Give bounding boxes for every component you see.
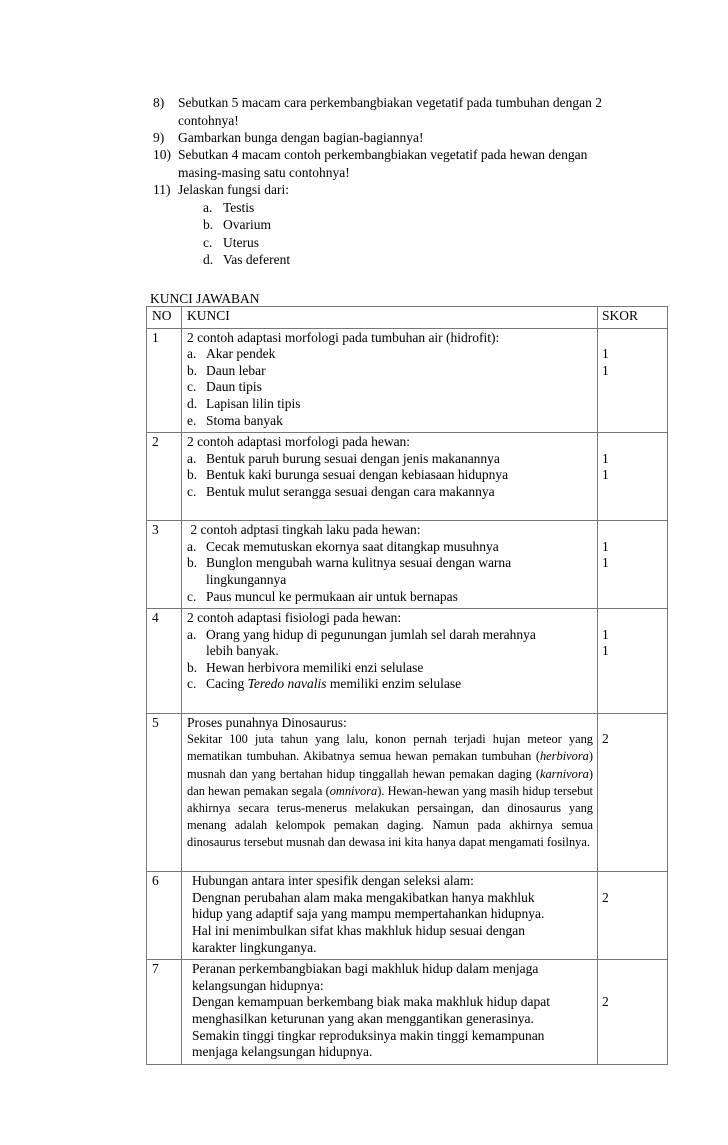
list-item [187, 660, 593, 677]
item-letter: e. [187, 412, 197, 428]
item-text-part: memiliki enzim selulase [326, 676, 462, 692]
item-score: 1 [602, 555, 609, 571]
item-text: Daun lebar [206, 362, 266, 378]
table-row [147, 521, 668, 609]
item-letter: c. [187, 379, 197, 395]
row-number: 6 [147, 872, 182, 960]
item-text: Bentuk kaki burunga sesuai dengan kebiasaan hidupnya [206, 467, 509, 483]
item-letter: b. [187, 555, 198, 571]
item-text: Bentuk mulut serangga sesuai dengan cara makannya [206, 483, 495, 499]
paragraph-italic: omnivora [329, 783, 378, 798]
row-score [598, 609, 668, 714]
item-letter: b. [187, 467, 198, 483]
sub-letter: c. [203, 234, 213, 250]
item-score: 1 [602, 450, 609, 466]
row-number: 1 [147, 328, 182, 433]
row-key [182, 960, 598, 1065]
paragraph-part: ). Hewan-hewan yang masih hidup tersebut akhirnya secara terus-menerus melakukan persaingan, dan dinosaurus yang menang adalah kelompok pemakan daging. Namun pada akhirnya semua dinosaurus tersebut musnah dan dewasa ini kita hanya dapat mengamati fosilnya. [187, 783, 593, 850]
row-key [182, 713, 598, 872]
item-letter: b. [187, 362, 198, 378]
row-heading: Proses punahnya Dinosaurus: [187, 714, 347, 730]
sub-item [153, 251, 673, 269]
question-text: Sebutkan 4 macam contoh perkembangbiakan vegetatif pada hewan dengan [178, 147, 588, 162]
item-score: 1 [602, 467, 609, 483]
item-letter: c. [187, 676, 197, 692]
row-key [182, 433, 598, 521]
paragraph-part: ) musnah dan yang bertahan hidup tinggallah hewan pemakan daging ( [187, 749, 593, 781]
question-text: Sebutkan 5 macam cara perkembangbiakan vegetatif pada tumbuhan dengan 2 [178, 95, 602, 110]
row-paragraph: Dengan kemampuan berkembang biak maka makhluk hidup dapat menghasilkan keturunan yang akan menggantikan generasinya. Semakin tinggi tingkar reproduksinya makin tinggi kemampunan menjaga kelangsungan hidupnya. [192, 994, 551, 1060]
item-text-part: Cacing [206, 676, 248, 692]
question-number: 10) [153, 147, 171, 162]
list-item [187, 484, 593, 501]
table-header-row [147, 307, 668, 329]
table-row [147, 433, 668, 521]
list-item [187, 589, 593, 606]
item-text: Lapisan lilin tipis [206, 395, 301, 411]
row-heading: 2 contoh adaptasi fisiologi pada hewan: [187, 610, 402, 626]
item-text: Daun tipis [206, 379, 262, 395]
question-number: 11) [153, 182, 171, 197]
item-score: 1 [602, 538, 609, 554]
table-row [147, 872, 668, 960]
question-10 [153, 146, 673, 181]
row-key [182, 328, 598, 433]
header-no: NO [147, 307, 182, 329]
list-item [187, 451, 593, 468]
item-letter: a. [187, 346, 197, 362]
item-letter: a. [187, 626, 197, 642]
row-key [182, 872, 598, 960]
item-letter: a. [187, 450, 197, 466]
item-score: 1 [602, 362, 609, 378]
sub-letter: d. [203, 252, 214, 267]
table-row [147, 609, 668, 714]
list-item [187, 396, 593, 413]
item-text: Cecak memutuskan ekornya saat ditangkap musuhnya [206, 538, 499, 554]
row-number: 5 [147, 713, 182, 872]
item-score: 1 [602, 626, 609, 642]
question-number: 8) [153, 95, 165, 110]
sub-text: Uterus [223, 234, 259, 250]
item-score: 1 [602, 643, 609, 659]
row-score [598, 713, 668, 872]
table-row [147, 960, 668, 1065]
row-score [598, 328, 668, 433]
table-row [147, 713, 668, 872]
table-row [147, 328, 668, 433]
list-item [187, 379, 593, 396]
item-score: 2 [602, 731, 609, 747]
row-heading: 2 contoh adaptasi morfologi pada tumbuhan air (hidrofit): [187, 329, 500, 345]
row-heading: 2 contoh adaptasi morfologi pada hewan: [187, 434, 411, 450]
item-text: Hewan herbivora memiliki enzi selulase [206, 659, 424, 675]
question-text: Gambarkan bunga dengan bagian-bagiannya! [178, 130, 424, 145]
header-kunci: KUNCI [182, 307, 598, 329]
row-score [598, 521, 668, 609]
item-letter: b. [187, 659, 198, 675]
item-text: Bentuk paruh burung sesuai dengan jenis makanannya [206, 450, 500, 466]
row-number: 7 [147, 960, 182, 1065]
row-number: 2 [147, 433, 182, 521]
item-text: Paus muncul ke permukaan air untuk bernapas [206, 588, 458, 604]
item-text: Bunglon mengubah warna kulitnya sesuai dengan warna lingkungannya [206, 555, 512, 587]
item-score: 2 [602, 889, 609, 905]
list-item [187, 346, 593, 363]
question-text-cont: contohnya! [178, 112, 239, 128]
sub-text: Testis [223, 199, 255, 215]
item-letter: c. [187, 483, 197, 499]
row-score [598, 960, 668, 1065]
question-text-cont: masing-masing satu contohnya! [178, 164, 350, 180]
item-text: Orang yang hidup di pegunungan jumlah sel darah merahnya lebih banyak. [206, 626, 536, 659]
item-score: 1 [602, 346, 609, 362]
sub-item [153, 234, 673, 252]
paragraph-italic: karnivora [539, 766, 589, 781]
list-item [187, 467, 593, 484]
item-letter: a. [187, 538, 197, 554]
list-item [187, 539, 593, 556]
paragraph-italic: herbivora [539, 749, 589, 764]
answer-key-title: KUNCI JAWABAN [150, 291, 260, 306]
list-item [187, 627, 593, 660]
row-key [182, 609, 598, 714]
item-text: Akar pendek [206, 346, 276, 362]
species-name: Teredo navalis [247, 676, 327, 692]
sub-letter: b. [203, 217, 214, 232]
item-text: Stoma banyak [206, 412, 283, 428]
list-item [187, 555, 593, 588]
question-text: Jelaskan fungsi dari: [178, 182, 289, 197]
row-paragraph: Dengnan perubahan alam maka mengakibatkan hanya makhluk hidup yang adaptif saja yang mampu mempertahankan hidupnya. Hal ini menimbulkan sifat khas makhluk hidup sesuai dengan karakter lingkunganya. [192, 889, 545, 955]
answer-key-table [146, 306, 668, 1065]
item-text [206, 676, 593, 693]
row-score [598, 433, 668, 521]
question-11 [153, 181, 673, 269]
row-paragraph [187, 731, 593, 851]
question-9 [153, 129, 673, 147]
question-8 [153, 94, 673, 129]
row-number: 3 [147, 521, 182, 609]
list-item [187, 676, 593, 693]
item-letter: c. [187, 588, 197, 604]
row-number: 4 [147, 609, 182, 714]
row-score [598, 872, 668, 960]
row-heading: 2 contoh adptasi tingkah laku pada hewan: [187, 522, 421, 538]
sub-item [153, 199, 673, 217]
header-skor: SKOR [598, 307, 668, 329]
question-number: 9) [153, 130, 165, 145]
sub-text: Ovarium [223, 217, 271, 232]
paragraph-part: Sekitar 100 juta tahun yang lalu, konon pernah terjadi hujan meteor yang mematikan tumbuhan. Akibatnya semua hewan pemakan tumbuhan ( [187, 732, 593, 764]
item-score: 2 [602, 994, 609, 1010]
sub-item [153, 216, 673, 234]
sub-text: Vas deferent [223, 252, 291, 267]
item-letter: d. [187, 395, 198, 411]
list-item [187, 413, 593, 430]
row-heading: Peranan perkembangbiakan bagi makhluk hidup dalam menjaga kelangsungan hidupnya: [192, 961, 539, 993]
row-key [182, 521, 598, 609]
paragraph-part: ) dan hewan pemakan segala ( [187, 766, 593, 798]
sub-letter: a. [203, 199, 213, 215]
list-item [187, 363, 593, 380]
row-heading: Hubungan antara inter spesifik dengan seleksi alam: [192, 873, 474, 889]
